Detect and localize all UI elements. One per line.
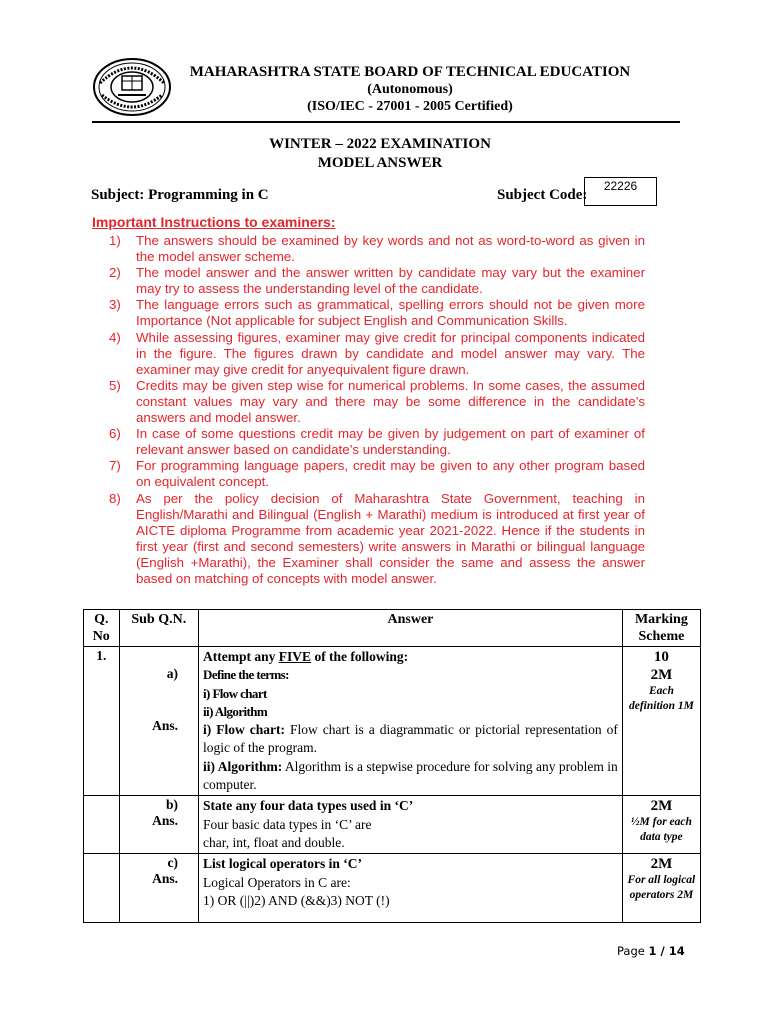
sub-question-cell — [119, 854, 199, 923]
answer-text: char, int, float and double. — [203, 834, 345, 850]
table-row-q1b — [84, 796, 701, 854]
table-header-row — [84, 610, 701, 647]
sub-question-cell — [119, 796, 199, 854]
answer-cell — [199, 796, 623, 854]
subject-label: Subject: Programming in C — [91, 187, 269, 203]
instruction-item: 5) Credits may be given step wise for numerical problems. In some cases, the assumed constant values may vary and there may be some difference in the candidate’s answers and model answer. — [109, 377, 645, 426]
col-header-q-no: Q. No — [84, 610, 120, 647]
answer-text: Four basic data types in ‘C’ are — [203, 816, 372, 832]
question-number: 1. — [84, 647, 120, 796]
header-rule — [92, 121, 680, 123]
answer-text: ii) Algorithm: Algorithm is a stepwise procedure for solving any problem in computer. — [203, 758, 618, 793]
sub-question-label: b) — [166, 797, 179, 813]
marks-note: Each definition 1M — [628, 685, 694, 712]
col-header-marking: Marking Scheme — [622, 610, 700, 647]
answer-text: i) Flow chart: Flow chart is a diagrammatic or pictorial representation of logic of the program. — [203, 722, 618, 756]
instruction-item: 1) The answers should be examined by key words and not as word-to-word as given in the model answer scheme. — [109, 233, 645, 265]
board-status: (Autonomous) — [367, 82, 453, 97]
marks: 2M — [650, 667, 673, 683]
question-text: List logical operators in ‘C’ — [203, 856, 363, 872]
board-certification: (ISO/IEC - 27001 - 2005 Certified) — [307, 99, 513, 114]
sub-question-cell — [119, 647, 199, 796]
instruction-item: 7) For programming language papers, credit may be given to any other program based on equivalent concept. — [109, 458, 645, 490]
ans-label: Ans. — [152, 813, 179, 829]
marking-cell — [622, 854, 700, 923]
document-type: MODEL ANSWER — [317, 155, 443, 171]
instructions-title: Important Instructions to examiners: — [92, 214, 336, 230]
sub-question-label: c) — [167, 855, 179, 871]
marks-note: For all logical operators 2M — [627, 874, 696, 902]
marks: 2M — [650, 856, 673, 873]
model-answer-table — [83, 609, 701, 923]
subject-code-label: Subject Code: — [497, 187, 588, 203]
answer-cell — [199, 647, 623, 796]
marks-note: ½M for each data type — [630, 816, 692, 844]
question-text: State any four data types used in ‘C’ — [203, 798, 414, 814]
exam-session: WINTER – 2022 EXAMINATION — [269, 136, 491, 152]
total-marks: 10 — [653, 649, 669, 665]
page-number: Page 1 / 14 — [617, 944, 685, 958]
marks: 2M — [650, 798, 673, 815]
question-item: i) Flow chart — [203, 685, 267, 701]
answer-text: 1) OR (||)2) AND (&&)3) NOT (!) — [203, 892, 390, 908]
ans-label: Ans. — [152, 871, 179, 887]
instruction-item: 8) As per the policy decision of Maharashtra State Government, teaching in English/Marathi and Bilingual (English + Marathi) medium is introduced at first year of AICTE diploma Programme from academic year 2021-2022. Hence if the students in first year (first and second semesters) write answers in Marathi or bilingual language (English +Marathi), the Examiner shall consider the same and assess the answer based on matching of concepts with model answer. — [109, 490, 645, 586]
question-heading: Attempt any FIVE of the following: — [203, 649, 409, 664]
col-header-sub-qn: Sub Q.N. — [119, 610, 199, 647]
instruction-item: 4) While assessing figures, examiner may give credit for principal components indicated in the figure. The figures drawn by candidate and model answer may vary. The examiner may give credit for anyequivalent figure drawn. — [109, 329, 645, 377]
question-text: Define the terms: — [203, 667, 289, 683]
instruction-item: 2) The model answer and the answer written by candidate may vary but the examiner may try to assess the understanding level of the candidate. — [109, 265, 645, 297]
ans-label: Ans. — [152, 718, 179, 733]
sub-question-label: a) — [166, 666, 179, 681]
instruction-item: 3) The language errors such as grammatical, spelling errors should not be given more Importance (Not applicable for subject English and Communication Skills. — [109, 297, 645, 329]
board-name: MAHARASHTRA STATE BOARD OF TECHNICAL EDUCATION — [189, 64, 631, 80]
marking-cell — [622, 647, 700, 796]
col-header-answer: Answer — [199, 610, 623, 647]
instructions-list — [109, 233, 645, 587]
answer-text: Logical Operators in C are: — [203, 874, 351, 890]
question-item: ii) Algorithm — [203, 703, 268, 719]
subject-code-box: 22226 — [584, 177, 657, 206]
table-row-q1a — [84, 647, 701, 796]
marking-cell — [622, 796, 700, 854]
msbte-seal-icon — [92, 57, 172, 117]
answer-cell — [199, 854, 623, 923]
instruction-item: 6) In case of some questions credit may be given by judgement on part of examiner of relevant answer based on candidate’s understanding. — [109, 426, 645, 458]
table-row-q1c — [84, 854, 701, 923]
